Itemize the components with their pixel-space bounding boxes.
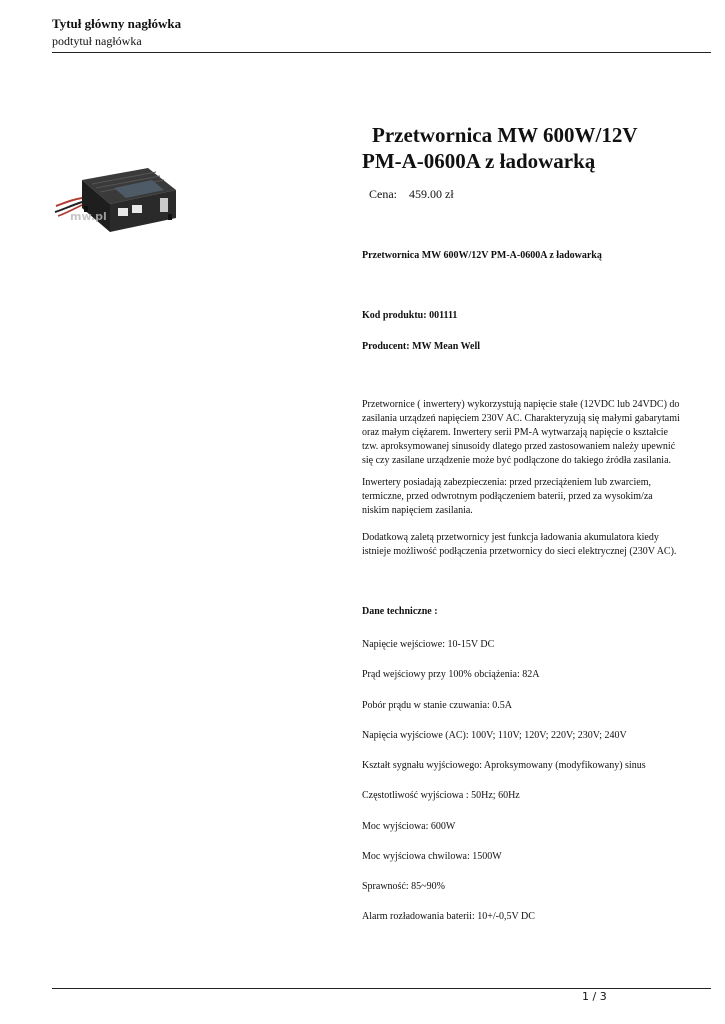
product-producer: Producent: MW Mean Well <box>362 341 481 352</box>
product-code: Kod produktu: 001111 <box>362 310 458 321</box>
product-title-line1: Przetwornica MW 600W/12V <box>372 123 638 147</box>
spec-item: Napięcia wyjściowe (AC): 100V; 110V; 120V; 220V; 230V; 240V <box>362 730 627 741</box>
description-line: się czy zasilane urządzenie może być podłączone do takiego źródła zasilania. <box>362 455 672 466</box>
spec-item: Częstotliwość wyjściowa : 50Hz; 60Hz <box>362 790 520 801</box>
description-paragraph-3 <box>362 531 682 559</box>
footer-divider <box>52 988 711 989</box>
description-line: termiczne, przed odwrotnym podłączeniem baterii, przed za wysokim/za <box>362 491 653 502</box>
specs-heading: Dane techniczne : <box>362 606 438 617</box>
spec-item: Moc wyjściowa: 600W <box>362 821 456 832</box>
description-line: niskim napięciem zasilania. <box>362 505 473 516</box>
description-line: zasilania urządzeń napięciem 230V AC. Charakteryzują się małymi gabarytami <box>362 413 680 424</box>
description-line: Przetwornice ( inwertery) wykorzystują napięcie stałe (12VDC lub 24VDC) do <box>362 399 680 410</box>
spec-item: Moc wyjściowa chwilowa: 1500W <box>362 851 502 862</box>
price-row <box>369 187 454 202</box>
spec-item: Prąd wejściowy przy 100% obciążenia: 82A <box>362 669 540 680</box>
product-title <box>362 122 692 174</box>
watermark-text: mw.pl <box>70 210 107 223</box>
price-label: Cena: <box>369 187 397 201</box>
spec-item: Pobór prądu w stanie czuwania: 0.5A <box>362 700 512 711</box>
description-line: istnieje możliwość podłączenia przetwornicy do sieci elektrycznej (230V AC). <box>362 546 677 557</box>
description-line: Dodatkową zaletą przetwornicy jest funkcja ładowania akumulatora kiedy <box>362 532 659 543</box>
header-subtitle: podtytuł nagłówka <box>52 34 142 48</box>
description-line: oraz małym ciężarem. Inwertery serii PM-A wytwarzają napięcie o kształcie <box>362 427 668 438</box>
spec-item: Napięcie wejściowe: 10-15V DC <box>362 639 495 650</box>
header-title: Tytuł główny nagłówka <box>52 16 182 31</box>
description-paragraph-2 <box>362 476 682 518</box>
price-value: 459.00 zł <box>409 187 454 201</box>
description-line: Inwertery posiadają zabezpieczenia: przed przeciążeniem lub zwarciem, <box>362 477 651 488</box>
page-number: 1 / 3 <box>582 990 607 1003</box>
product-name: Przetwornica MW 600W/12V PM-A-0600A z ładowarką <box>362 250 602 261</box>
product-title-line2: PM-A-0600A z ładowarką <box>362 149 596 173</box>
product-image <box>52 160 182 248</box>
header-divider <box>52 52 711 53</box>
spec-item: Kształt sygnału wyjściowego: Aproksymowany (modyfikowany) sinus <box>362 760 646 771</box>
spec-item: Alarm rozładowania baterii: 10+/-0,5V DC <box>362 911 535 922</box>
spec-item: Sprawność: 85~90% <box>362 881 445 892</box>
description-paragraph-1 <box>362 398 682 468</box>
description-line: tzw. aproksymowanej sinusoidy dlatego przed zastosowaniem należy upewnić <box>362 441 676 452</box>
